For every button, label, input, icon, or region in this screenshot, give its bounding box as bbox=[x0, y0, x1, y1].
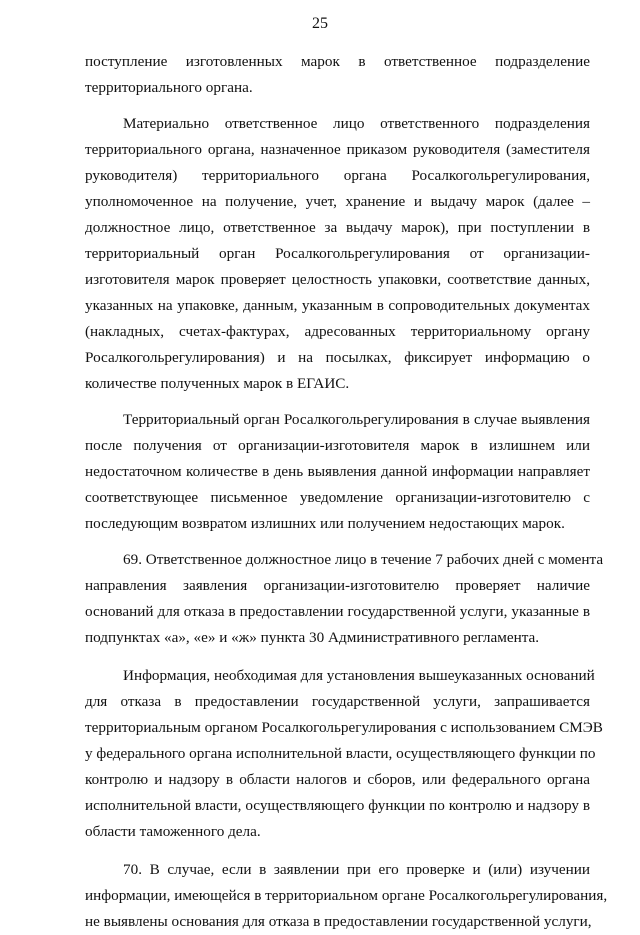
text-line: информации, имеющейся в территориальном органе Росалкогольрегулирования, bbox=[85, 887, 608, 904]
text-line: количестве полученных марок в ЕГАИС. bbox=[85, 375, 350, 392]
text-line: не выявлены основания для отказа в предоставлении государственной услуги, bbox=[85, 913, 592, 930]
text-line: 70. В случае, если в заявлении при его проверке и (или) изучении bbox=[123, 861, 590, 878]
text-line: контролю и надзору в области налогов и сборов, или федерального органа bbox=[85, 771, 590, 788]
page-number: 25 bbox=[312, 15, 328, 32]
text-line: (накладных, счетах-фактурах, адресованных территориальному органу bbox=[85, 323, 590, 340]
text-line: территориальный орган Росалкогольрегулирования от организации- bbox=[85, 245, 590, 262]
text-line: указанных на упаковке, данным, указанным в сопроводительных документах bbox=[85, 297, 590, 314]
text-line: у федерального органа исполнительной власти, осуществляющего функции по bbox=[85, 745, 596, 762]
text-line: Информация, необходимая для установления вышеуказанных оснований bbox=[123, 667, 595, 684]
text-line: соответствующее письменное уведомление организации-изготовителю с bbox=[85, 489, 590, 506]
paragraph bbox=[85, 663, 603, 845]
text-line: направления заявления организации-изготовителю проверяет наличие bbox=[85, 577, 590, 594]
paragraph bbox=[85, 857, 608, 935]
paragraph bbox=[85, 111, 590, 397]
paragraph bbox=[85, 49, 590, 101]
text-line: недостаточном количестве в день выявления данной информации направляет bbox=[85, 463, 590, 480]
text-line: территориального органа, назначенное приказом руководителя (заместителя bbox=[85, 141, 590, 158]
text-line: последующим возвратом излишних или получением недостающих марок. bbox=[85, 515, 565, 532]
text-line: уполномоченное на получение, учет, хранение и выдачу марок (далее – bbox=[85, 193, 590, 210]
paragraph bbox=[85, 547, 604, 651]
text-line: территориального органа. bbox=[85, 79, 253, 96]
text-line: Территориальный орган Росалкогольрегулирования в случае выявления bbox=[123, 411, 590, 428]
paragraph bbox=[85, 407, 590, 537]
text-line: территориальным органом Росалкогольрегулирования с использованием СМЭВ bbox=[85, 719, 603, 736]
text-line: для отказа в предоставлении государственной услуги, запрашивается bbox=[85, 693, 590, 710]
text-line: 69. Ответственное должностное лицо в течение 7 рабочих дней с момента bbox=[123, 551, 604, 568]
text-line: после получения от организации-изготовителя марок в излишнем или bbox=[85, 437, 590, 454]
text-line: руководителя) территориального органа Росалкогольрегулирования, bbox=[85, 167, 590, 184]
text-line: исполнительной власти, осуществляющего функции по контролю и надзору в bbox=[85, 797, 590, 814]
text-line: должностное лицо, ответственное за выдачу марок), при поступлении в bbox=[85, 219, 590, 236]
text-line: Росалкогольрегулирования) и на посылках, фиксирует информацию о bbox=[85, 349, 590, 366]
text-line: изготовителя марок проверяет целостность упаковки, соответствие данных, bbox=[85, 271, 590, 288]
text-line: оснований для отказа в предоставлении государственной услуги, указанные в bbox=[85, 603, 590, 620]
text-line: поступление изготовленных марок в ответственное подразделение bbox=[85, 53, 590, 70]
text-line: Материально ответственное лицо ответственного подразделения bbox=[123, 115, 590, 132]
text-line: подпунктах «а», «е» и «ж» пункта 30 Административного регламента. bbox=[85, 629, 540, 646]
text-line: области таможенного дела. bbox=[85, 823, 261, 840]
document-body bbox=[85, 49, 608, 935]
